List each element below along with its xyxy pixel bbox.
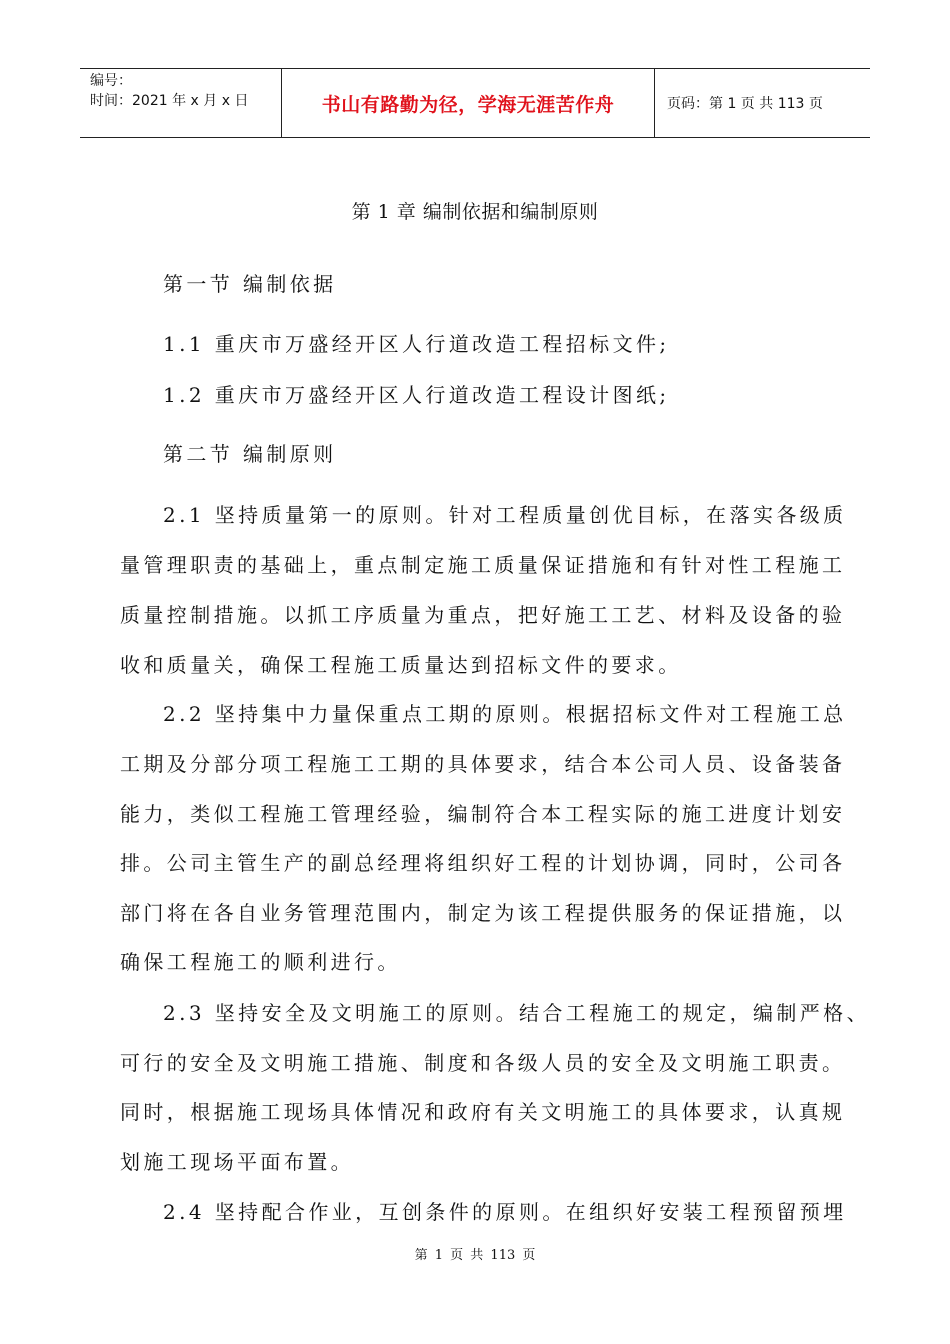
paragraph-line: 质量控制措施。以抓工序质量为重点，把好施工工艺、材料及设备的验	[120, 603, 846, 627]
document-number-label: 编号：	[90, 73, 132, 89]
paragraph-line: 2.1 坚持质量第一的原则。针对工程质量创优目标，在落实各级质	[163, 503, 847, 527]
paragraph-line: 排。公司主管生产的副总经理将组织好工程的计划协调，同时，公司各	[120, 851, 846, 875]
chapter-title: 第 1 章 编制依据和编制原则	[351, 201, 599, 223]
page-footer: 第 1 页 共 113 页	[414, 1248, 536, 1263]
section-heading: 第一节 编制依据	[163, 272, 337, 296]
paragraph-line: 量管理职责的基础上，重点制定施工质量保证措施和有针对性工程施工	[120, 553, 846, 577]
paragraph-line: 2.4 坚持配合作业，互创条件的原则。在组织好安装工程预留预埋	[163, 1200, 847, 1224]
paragraph-line: 确保工程施工的顺利进行。	[120, 950, 401, 974]
paragraph-line: 1.1 重庆市万盛经开区人行道改造工程招标文件;	[163, 332, 670, 356]
paragraph-line: 1.2 重庆市万盛经开区人行道改造工程设计图纸;	[163, 383, 670, 407]
paragraph-line: 2.2 坚持集中力量保重点工期的原则。根据招标文件对工程施工总	[163, 702, 847, 726]
paragraph-line: 可行的安全及文明施工措施、制度和各级人员的安全及文明施工职责。	[120, 1051, 846, 1075]
paragraph-line: 划施工现场平面布置。	[120, 1150, 354, 1174]
paragraph-line: 同时，根据施工现场具体情况和政府有关文明施工的具体要求，认真规	[120, 1100, 846, 1124]
paragraph-line: 能力，类似工程施工管理经验，编制符合本工程实际的施工进度计划安	[120, 802, 846, 826]
paragraph-line: 2.3 坚持安全及文明施工的原则。结合工程施工的规定，编制严格、	[163, 1001, 870, 1025]
page-header	[80, 68, 870, 138]
paragraph-line: 工期及分部分项工程施工工期的具体要求，结合本公司人员、设备装备	[120, 752, 846, 776]
document-date-label: 时间：2021 年 x 月 x 日	[90, 93, 249, 109]
header-meta	[80, 69, 282, 137]
paragraph-line: 部门将在各自业务管理范围内，制定为该工程提供服务的保证措施，以	[120, 901, 846, 925]
section-heading: 第二节 编制原则	[163, 442, 337, 466]
paragraph-line: 收和质量关，确保工程施工质量达到招标文件的要求。	[120, 653, 682, 677]
header-page-info: 页码：第 1 页 共 113 页	[667, 96, 823, 112]
header-motto: 书山有路勤为径，学海无涯苦作舟	[282, 69, 655, 137]
